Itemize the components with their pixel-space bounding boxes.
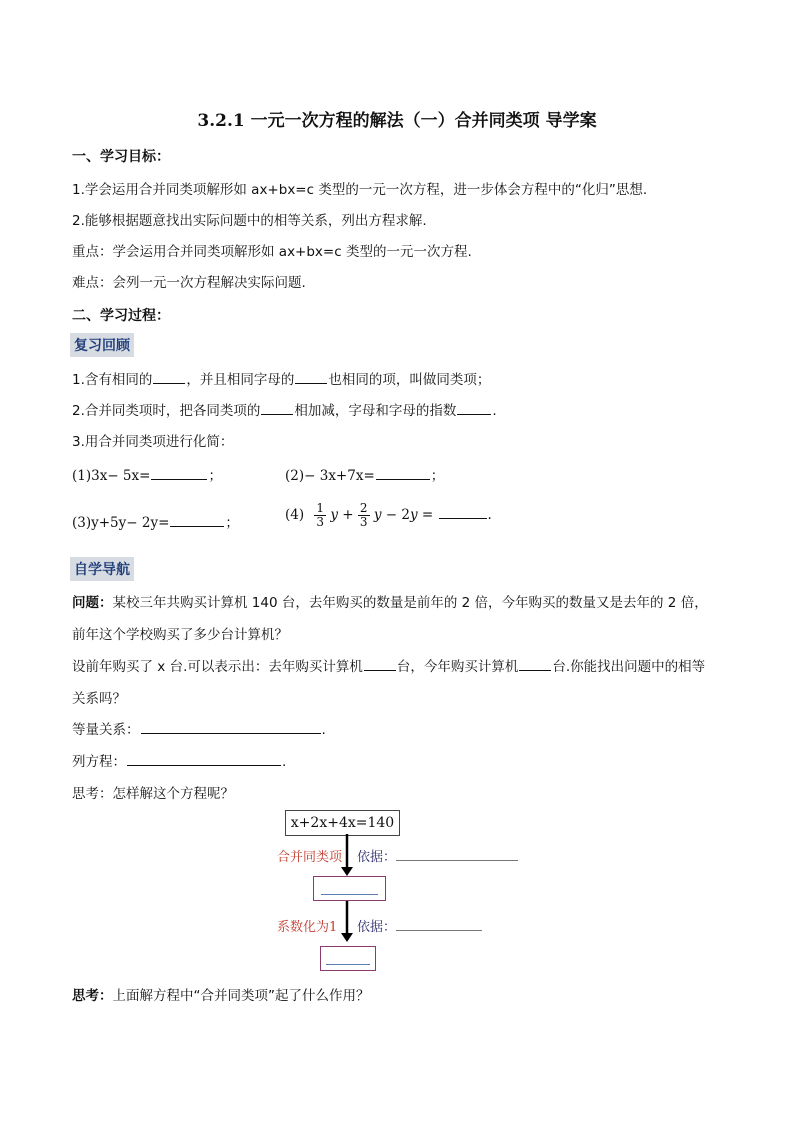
self-study-tag: 自学导航 [70, 557, 134, 581]
section-heading-goals: 一、学习目标： [72, 149, 170, 165]
review-tag: 复习回顾 [70, 333, 134, 357]
review-item-1: 1.含有相同的 ，并且相同字母的 也相同的项，叫做同类项； [72, 368, 490, 388]
list-equation: 列方程： . [72, 750, 286, 770]
key-point: 重点：学会运用合并同类项解形如 ax+bx=c 类型的一元一次方程. [72, 244, 472, 260]
exercise-1: (1)3x− 5x= ； [72, 464, 222, 484]
setup-line-1: 设前年购买了 x 台.可以表示出：去年购买计算机 台，今年购买计算机 台.你能找出问题中的相等 [72, 655, 705, 675]
blank-3[interactable] [261, 400, 293, 415]
goal-1: 1.学会运用合并同类项解形如 ax+bx=c 类型的一元一次方程，进一步体会方程中的“化归”思想. [72, 182, 648, 198]
exercise-4: (4) $\frac{1}{3}$ y + $\frac{2}{3}$ y − 2y = . [285, 501, 492, 529]
equal-relation: 等量关系： . [72, 718, 326, 738]
blank-1[interactable] [153, 369, 185, 384]
flow-basis-2: 依据： [357, 920, 397, 935]
equal-relation-blank[interactable] [141, 719, 321, 734]
equation-box: x+2x+4x=140 [285, 810, 400, 836]
list-equation-blank[interactable] [127, 751, 281, 766]
blank-2[interactable] [295, 369, 327, 384]
flow-step-coefficient: 系数化为1 [277, 920, 338, 935]
exercise-3-blank[interactable] [170, 512, 224, 527]
fraction-one-third: $\frac{1}{3}$ [316, 501, 325, 529]
setup-blank-2[interactable] [519, 656, 551, 671]
flow-basis-1: 依据： [357, 850, 397, 865]
flow-result-1-blank[interactable] [321, 894, 378, 895]
flow-basis-1-blank[interactable] [396, 860, 518, 861]
flow-basis-2-blank[interactable] [396, 930, 482, 931]
blank-4[interactable] [457, 400, 491, 415]
exercise-2-blank[interactable] [376, 465, 430, 480]
flow-result-box-1 [313, 876, 386, 901]
flow-step-combine: 合并同类项 [277, 850, 343, 865]
problem-line-1: 问题：某校三年共购买计算机 140 台，去年购买的数量是前年的 2 倍，今年购买的数量又是去年的 2 倍， [72, 595, 708, 611]
problem-line-2: 前年这个学校购买了多少台计算机？ [72, 627, 288, 643]
review-item-3: 3.用合并同类项进行化简： [72, 434, 234, 450]
exercise-4-blank[interactable] [439, 504, 487, 519]
review-item-2: 2.合并同类项时，把各同类项的 相加减，字母和字母的指数 . [72, 399, 497, 419]
difficulty-point: 难点：会列一元一次方程解决实际问题. [72, 275, 306, 291]
fraction-two-thirds: $\frac{2}{3}$ [359, 501, 368, 529]
exercise-2: (2)− 3x+7x= ； [285, 464, 444, 484]
think-prompt-2: 思考：上面解方程中“合并同类项”起了什么作用？ [72, 988, 370, 1004]
exercise-1-blank[interactable] [151, 465, 207, 480]
setup-line-2: 关系吗？ [72, 691, 126, 707]
setup-blank-1[interactable] [364, 656, 396, 671]
flow-result-box-2 [320, 946, 376, 971]
section-heading-process: 二、学习过程： [72, 308, 170, 324]
goal-2: 2.能够根据题意找出实际问题中的相等关系，列出方程求解. [72, 213, 427, 229]
flow-result-2-blank[interactable] [326, 964, 370, 965]
exercise-3: (3)y+5y− 2y= ； [72, 511, 239, 531]
page-title: 3.2.1 一元一次方程的解法（一）合并同类项 导学案 [197, 111, 597, 131]
think-prompt: 思考：怎样解这个方程呢？ [72, 786, 234, 802]
